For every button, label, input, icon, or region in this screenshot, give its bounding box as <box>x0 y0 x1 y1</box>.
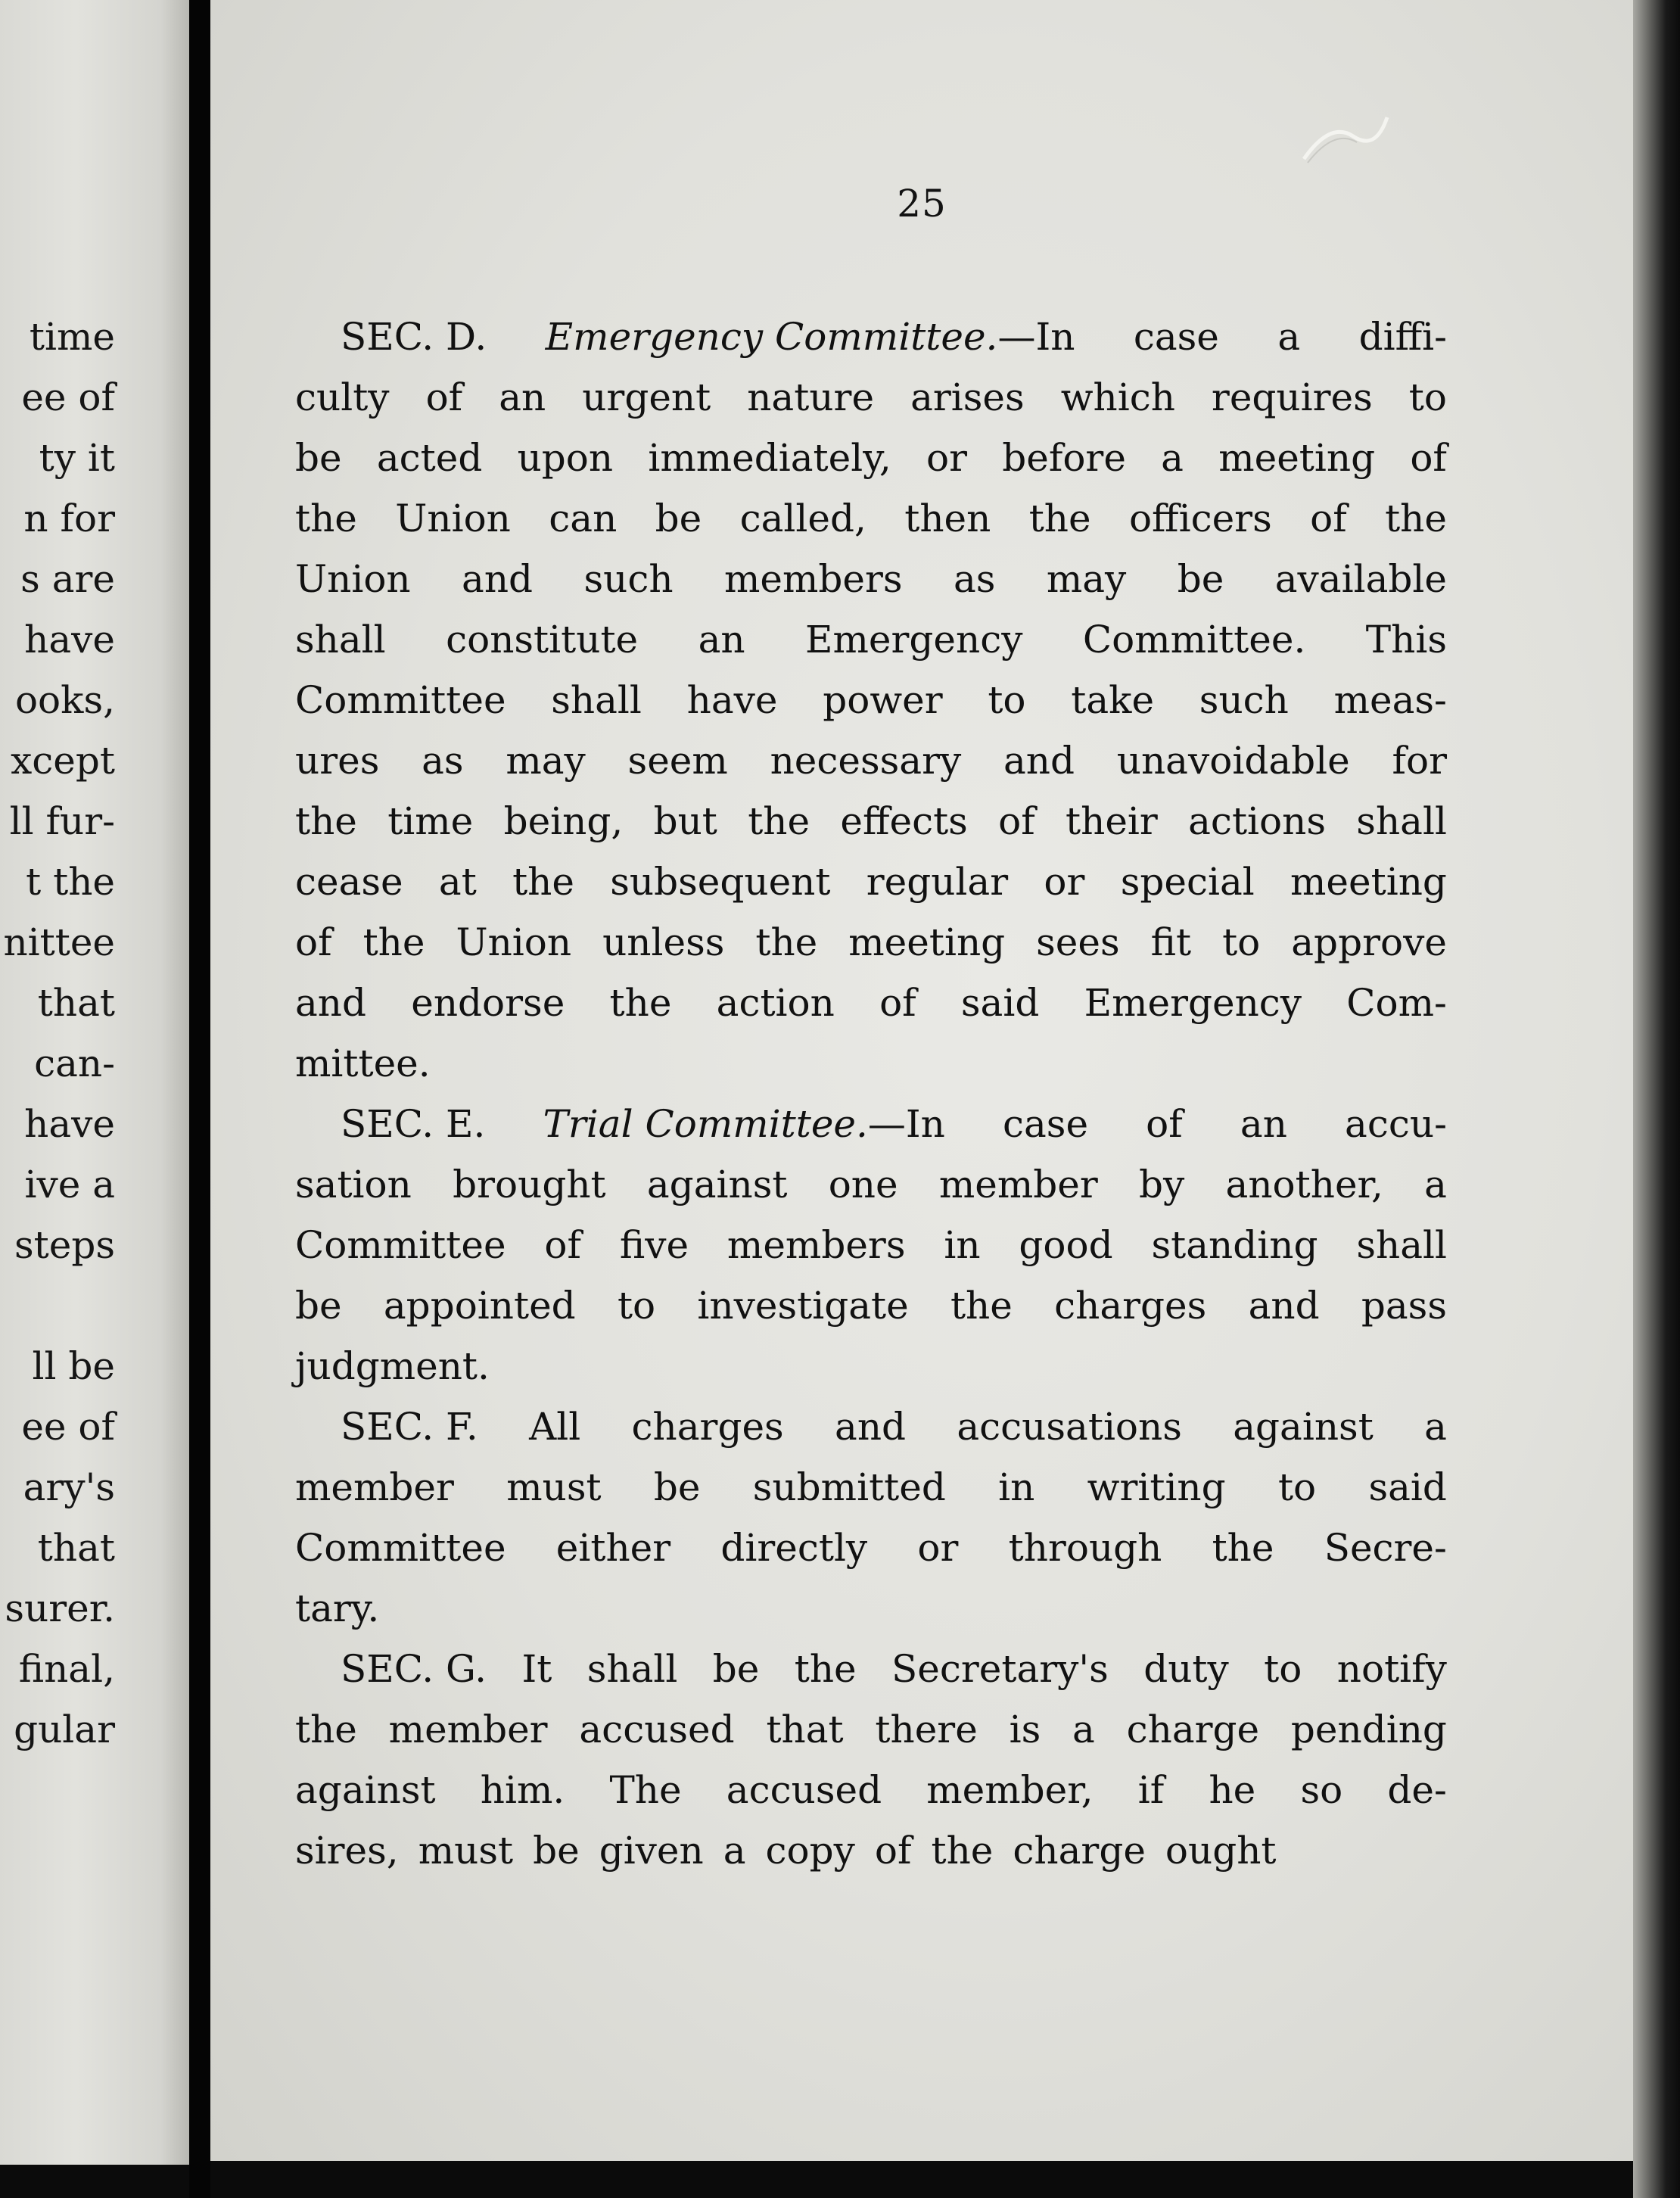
page-number: 25 <box>897 182 947 226</box>
word: member <box>388 1708 548 1751</box>
left-page-line: that <box>37 1526 115 1570</box>
word: either <box>555 1526 671 1570</box>
word: and <box>1003 739 1075 783</box>
word: the <box>609 981 672 1025</box>
word: in <box>944 1223 981 1267</box>
word: be <box>295 436 342 480</box>
word: the <box>1385 497 1447 540</box>
word: The <box>609 1768 682 1812</box>
word: Committee <box>295 1526 506 1570</box>
section-title: Emergency Committee.—In <box>545 315 1075 359</box>
word: a <box>1277 315 1301 359</box>
left-page-line: ee of <box>21 375 115 419</box>
word: necessary <box>770 739 962 783</box>
word: their <box>1066 799 1158 843</box>
word: seem <box>627 739 728 783</box>
word: if <box>1137 1768 1165 1812</box>
word: can <box>549 497 618 540</box>
word: given <box>599 1829 704 1873</box>
word: be <box>295 1284 342 1328</box>
word: Committee. <box>1082 618 1306 662</box>
word: It <box>521 1647 552 1691</box>
word: but <box>653 799 717 843</box>
section-label: SEC. D. <box>341 315 487 359</box>
word: in <box>998 1465 1035 1509</box>
word: the <box>931 1829 994 1873</box>
paragraph-line <box>295 1699 1447 1760</box>
word: judgment. <box>295 1344 490 1388</box>
word: to <box>617 1284 656 1328</box>
paragraph-line <box>295 730 1447 791</box>
word: case <box>1133 315 1219 359</box>
word: or <box>1044 860 1085 904</box>
word: appointed <box>383 1284 576 1328</box>
word: meeting <box>1290 860 1447 904</box>
left-page-line: ooks, <box>14 678 115 722</box>
word: Secre- <box>1324 1526 1447 1570</box>
paragraph-line <box>295 488 1447 549</box>
paragraph-line <box>295 1760 1447 1820</box>
word: the <box>950 1284 1013 1328</box>
left-page-line: t the <box>26 860 115 904</box>
word: notify <box>1336 1647 1447 1691</box>
left-page-line: ee of <box>21 1405 115 1449</box>
word: approve <box>1291 920 1447 964</box>
left-page-line: nittee <box>3 920 115 964</box>
left-page-text <box>0 307 115 1760</box>
left-page-line: have <box>24 618 115 662</box>
word: Committee <box>295 678 506 722</box>
word: standing <box>1151 1223 1318 1267</box>
word: such <box>583 557 674 601</box>
section-heading-line <box>295 1639 1447 1699</box>
word: said <box>960 981 1040 1025</box>
word: charges <box>631 1405 784 1449</box>
word: of <box>295 920 332 964</box>
paragraph-line <box>295 549 1447 609</box>
word: members <box>723 557 903 601</box>
word: by <box>1139 1163 1185 1206</box>
paper-crease-mark <box>1300 114 1391 167</box>
word: diffi- <box>1358 315 1447 359</box>
word: the <box>748 799 810 843</box>
word: be <box>533 1829 580 1873</box>
word: Com- <box>1346 981 1447 1025</box>
word: at <box>438 860 477 904</box>
word: the <box>295 497 357 540</box>
word: may <box>1046 557 1127 601</box>
paragraph-line <box>295 367 1447 428</box>
word: sation <box>295 1163 412 1206</box>
word: one <box>828 1163 898 1206</box>
paragraph-line <box>295 609 1447 670</box>
word: of <box>1146 1102 1183 1146</box>
word: shall <box>1356 1223 1447 1267</box>
word: investigate <box>697 1284 909 1328</box>
word: brought <box>453 1163 606 1206</box>
word: urgent <box>582 375 711 419</box>
word: members <box>726 1223 906 1267</box>
word: endorse <box>411 981 565 1025</box>
left-page-line: xcept <box>11 739 115 783</box>
left-page-fragment <box>0 0 189 2165</box>
word: against <box>646 1163 788 1206</box>
word: is <box>1009 1708 1041 1751</box>
word: pending <box>1290 1708 1447 1751</box>
word: accu- <box>1345 1102 1447 1146</box>
left-page-line: n for <box>23 497 115 540</box>
word: such <box>1199 678 1289 722</box>
word: another, <box>1225 1163 1383 1206</box>
word: accused <box>579 1708 735 1751</box>
word: five <box>619 1223 689 1267</box>
word: as <box>422 739 464 783</box>
paragraph-line <box>295 1336 1447 1396</box>
word: an <box>698 618 745 662</box>
word: ures <box>295 739 380 783</box>
word: and <box>462 557 534 601</box>
word: meas- <box>1333 678 1447 722</box>
word: tary. <box>295 1586 380 1630</box>
left-page-line <box>0 1275 115 1336</box>
paragraph-line <box>295 1820 1447 1881</box>
word: member, <box>926 1768 1094 1812</box>
word: a <box>1072 1708 1095 1751</box>
left-page-line: ll be <box>32 1344 115 1388</box>
word: or <box>926 436 967 480</box>
word: the <box>362 920 425 964</box>
paragraph-line <box>295 851 1447 912</box>
section-label: SEC. G. <box>341 1647 487 1691</box>
word: said <box>1368 1465 1447 1509</box>
left-page-line: ary's <box>23 1465 115 1509</box>
word: writing <box>1087 1465 1226 1509</box>
word: shall <box>586 1647 678 1691</box>
word: have <box>686 678 778 722</box>
word: ought <box>1165 1829 1277 1873</box>
word: Emergency <box>1084 981 1302 1025</box>
word: Secretary's <box>891 1647 1109 1691</box>
word: special <box>1120 860 1255 904</box>
word: there <box>875 1708 978 1751</box>
left-page-line: gular <box>14 1708 115 1751</box>
paragraph-line <box>295 1275 1447 1336</box>
right-page <box>210 0 1633 2161</box>
section-heading-line <box>295 1396 1447 1457</box>
word: power <box>823 678 943 722</box>
word: a <box>1424 1405 1447 1449</box>
word: must <box>506 1465 602 1509</box>
word: may <box>506 739 586 783</box>
word: against <box>1233 1405 1374 1449</box>
word: action <box>716 981 835 1025</box>
paragraph-line <box>295 912 1447 973</box>
word: immediately, <box>648 436 891 480</box>
word: mittee. <box>295 1041 431 1085</box>
word: be <box>712 1647 760 1691</box>
left-page-line: can- <box>34 1041 115 1085</box>
word: directly <box>720 1526 868 1570</box>
word: Union <box>295 557 411 601</box>
word: Union <box>395 497 511 540</box>
word: the <box>295 1708 357 1751</box>
word: nature <box>747 375 875 419</box>
word: to <box>1408 375 1447 419</box>
word: accused <box>726 1768 882 1812</box>
word: of <box>874 1829 912 1873</box>
paragraph-line <box>295 428 1447 488</box>
word: available <box>1274 557 1447 601</box>
left-page-line: ll fur- <box>9 799 115 843</box>
word: regular <box>866 860 1009 904</box>
paragraph-line <box>295 1518 1447 1578</box>
word: so <box>1300 1768 1343 1812</box>
word: to <box>1222 920 1261 964</box>
paragraph-line <box>295 1033 1447 1094</box>
word: of <box>544 1223 582 1267</box>
left-page-line: ty it <box>39 436 115 480</box>
left-page-line: steps <box>14 1223 115 1267</box>
page-stack-edge <box>1633 0 1680 2198</box>
word: be <box>1177 557 1224 601</box>
word: good <box>1019 1223 1113 1267</box>
word: the <box>794 1647 857 1691</box>
section-heading-line <box>295 307 1447 367</box>
word: then <box>904 497 991 540</box>
word: Union <box>456 920 572 964</box>
word: to <box>1277 1465 1317 1509</box>
word: against <box>295 1768 436 1812</box>
word: meeting <box>848 920 1006 964</box>
section-title: Trial Committee.—In <box>543 1102 945 1146</box>
word: as <box>953 557 996 601</box>
word: arises <box>910 375 1025 419</box>
word: the <box>512 860 574 904</box>
paragraph-line <box>295 670 1447 730</box>
section-heading-line <box>295 1094 1447 1154</box>
word: officers <box>1128 497 1272 540</box>
word: cease <box>295 860 403 904</box>
word: member <box>938 1163 1098 1206</box>
word: and <box>835 1405 907 1449</box>
word: be <box>655 497 702 540</box>
word: submitted <box>752 1465 946 1509</box>
word: for <box>1392 739 1447 783</box>
word: the <box>755 920 818 964</box>
paragraph-line <box>295 791 1447 851</box>
word: of <box>879 981 916 1025</box>
word: to <box>1264 1647 1302 1691</box>
word: which <box>1060 375 1175 419</box>
word: member <box>295 1465 454 1509</box>
word: him. <box>480 1768 565 1812</box>
word: accusations <box>957 1405 1182 1449</box>
word: of <box>1410 436 1447 480</box>
word: Emergency <box>805 618 1023 662</box>
word: shall <box>295 618 386 662</box>
paragraph-line <box>295 1457 1447 1518</box>
left-page-line: final, <box>18 1647 115 1691</box>
word: an <box>499 375 546 419</box>
paragraph-line <box>295 1578 1447 1639</box>
section-label: SEC. E. <box>341 1102 486 1146</box>
word: or <box>917 1526 959 1570</box>
left-page-line: s are <box>20 557 115 601</box>
paragraph-line <box>295 973 1447 1033</box>
word: actions <box>1188 799 1326 843</box>
word: sees <box>1036 920 1120 964</box>
word: an <box>1240 1102 1287 1146</box>
word: before <box>1002 436 1126 480</box>
left-page-line: time <box>29 315 115 359</box>
word: must <box>418 1829 514 1873</box>
word: be <box>653 1465 701 1509</box>
section-label: SEC. F. <box>341 1405 478 1449</box>
word: de- <box>1387 1768 1447 1812</box>
left-page-line: ive a <box>24 1163 115 1206</box>
word: charges <box>1054 1284 1207 1328</box>
word: sires, <box>295 1829 399 1873</box>
word: unless <box>602 920 725 964</box>
left-page-line: surer. <box>5 1586 115 1630</box>
word: to <box>988 678 1026 722</box>
word: duty <box>1143 1647 1229 1691</box>
word: and <box>295 981 367 1025</box>
word: shall <box>551 678 642 722</box>
word: shall <box>1356 799 1447 843</box>
word: of <box>1310 497 1347 540</box>
word: copy <box>765 1829 855 1873</box>
word: being, <box>503 799 624 843</box>
book-gutter <box>189 0 210 2198</box>
word: that <box>766 1708 844 1751</box>
page-body-text <box>295 307 1447 1881</box>
left-page-line: have <box>24 1102 115 1146</box>
word: pass <box>1361 1284 1447 1328</box>
word: of <box>998 799 1035 843</box>
word: and <box>1248 1284 1320 1328</box>
word: take <box>1071 678 1155 722</box>
word: through <box>1008 1526 1162 1570</box>
word: a <box>1161 436 1184 480</box>
word: a <box>723 1829 746 1873</box>
word: fit <box>1150 920 1192 964</box>
word: upon <box>517 436 614 480</box>
word: case <box>1002 1102 1089 1146</box>
word: All <box>529 1405 581 1449</box>
word: time <box>387 799 474 843</box>
word: the <box>295 799 357 843</box>
paragraph-line <box>295 1215 1447 1275</box>
word: Committee <box>295 1223 506 1267</box>
paragraph-line <box>295 1154 1447 1215</box>
word: culty <box>295 375 390 419</box>
word: subsequent <box>610 860 831 904</box>
word: of <box>425 375 463 419</box>
word: constitute <box>446 618 639 662</box>
word: This <box>1365 618 1447 662</box>
word: requires <box>1211 375 1373 419</box>
word: the <box>1212 1526 1274 1570</box>
left-page-line: that <box>37 981 115 1025</box>
word: a <box>1424 1163 1447 1206</box>
word: acted <box>376 436 483 480</box>
word: meeting <box>1218 436 1376 480</box>
word: he <box>1209 1768 1256 1812</box>
word: unavoidable <box>1116 739 1350 783</box>
word: charge <box>1013 1829 1146 1873</box>
word: charge <box>1126 1708 1260 1751</box>
word: effects <box>840 799 968 843</box>
word: the <box>1028 497 1091 540</box>
word: called, <box>739 497 866 540</box>
